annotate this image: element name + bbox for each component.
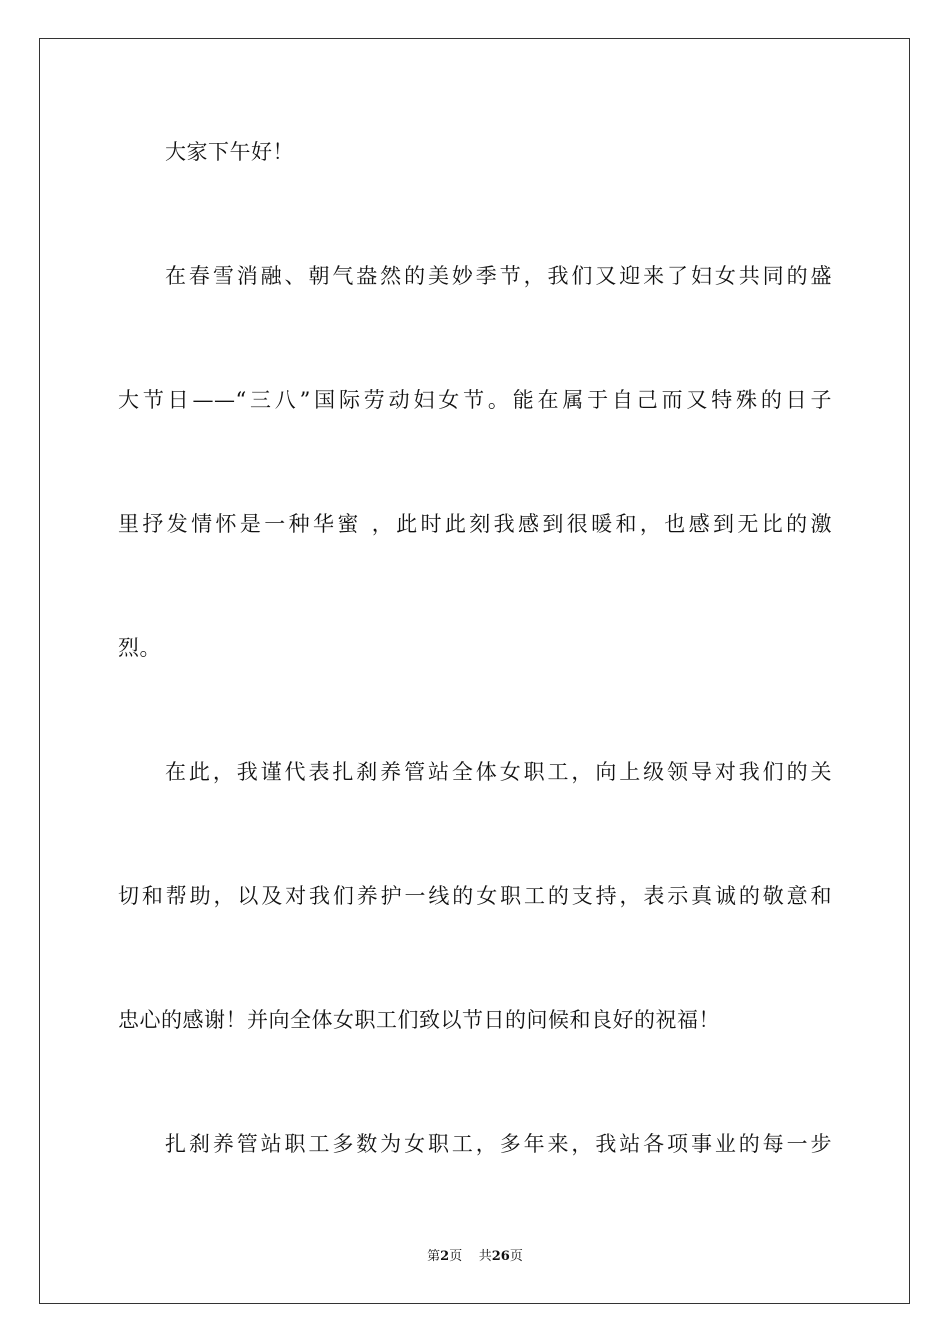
- footer-total-pages: 26: [491, 1249, 510, 1264]
- footer-total-prefix: 共: [478, 1249, 492, 1264]
- paragraph-line: 在春雪消融、朝气盎然的美妙季节，我们又迎来了妇女共同的盛: [165, 264, 832, 288]
- paragraph-line: 烈。: [118, 636, 161, 660]
- paragraph-line: 扎刹养管站职工多数为女职工，多年来，我站各项事业的每一步: [165, 1132, 832, 1156]
- footer-total-suffix: 页: [509, 1249, 523, 1264]
- paragraph-line: 忠心的感谢！并向全体女职工们致以节日的问候和良好的祝福！: [118, 1008, 720, 1032]
- paragraph-line: 在此，我谨代表扎刹养管站全体女职工，向上级领导对我们的关: [165, 760, 832, 784]
- footer-page-suffix: 页: [449, 1249, 463, 1264]
- paragraph-line: 大节日——“三八”国际劳动妇女节。能在属于自己而又特殊的日子: [118, 388, 832, 412]
- paragraph-line: 切和帮助，以及对我们养护一线的女职工的支持，表示真诚的敬意和: [118, 884, 832, 908]
- paragraph-greeting: 大家下午好！: [165, 140, 294, 164]
- footer-page-number: 2: [440, 1249, 450, 1264]
- paragraph-line: 里抒发情怀是一种华蜜 ，此时此刻我感到很暖和，也感到无比的激: [118, 512, 832, 536]
- page-border: [39, 38, 910, 1304]
- footer-page-prefix: 第: [427, 1249, 441, 1264]
- page-footer: [0, 1248, 950, 1266]
